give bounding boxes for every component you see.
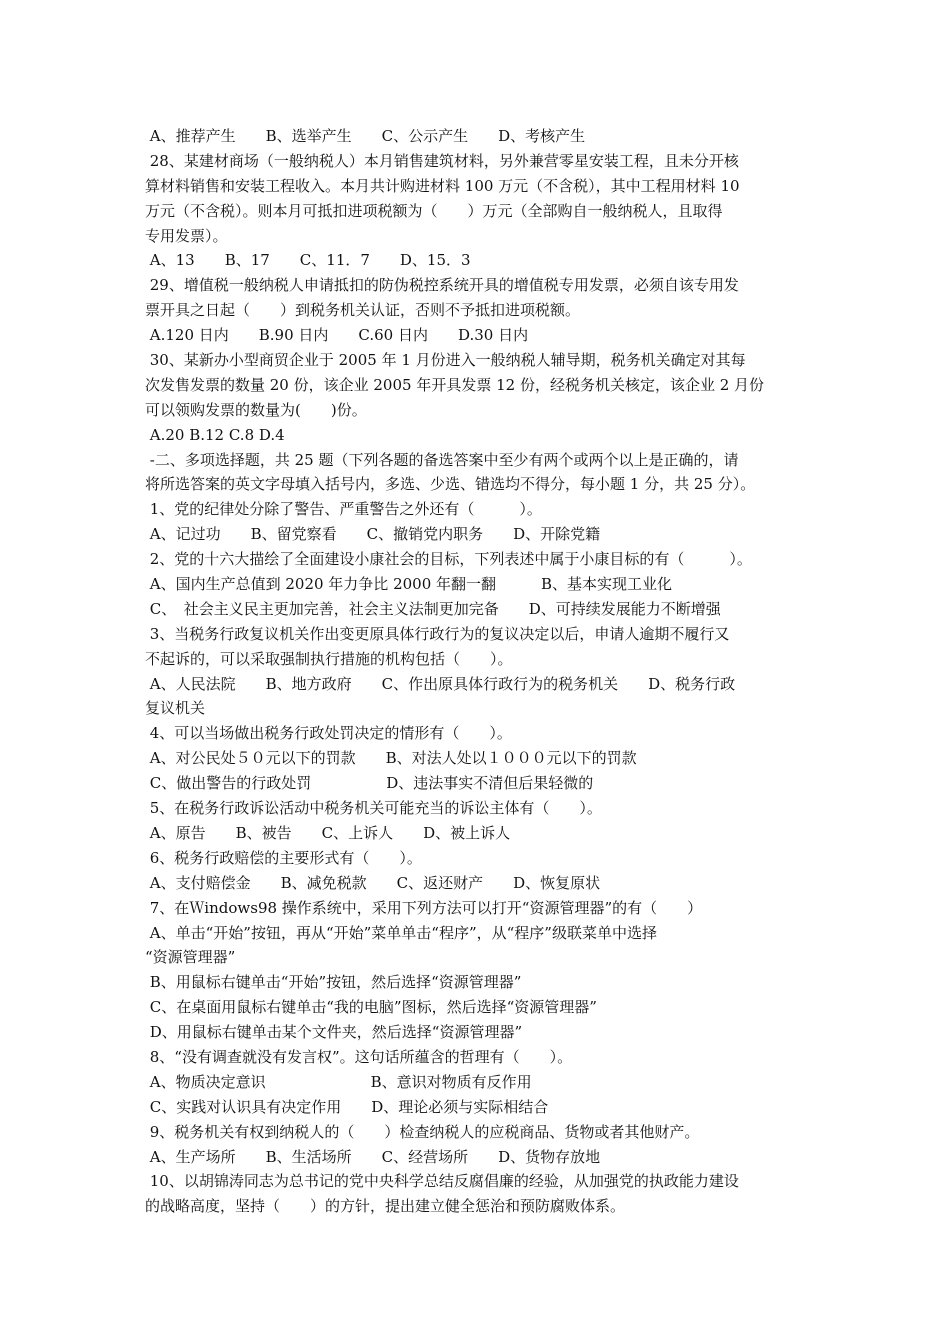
text-line: A、物质决定意识 B、意识对物质有反作用 xyxy=(145,1072,532,1091)
text-line: C、在桌面用鼠标右键单击“我的电脑”图标，然后选择“资源管理器” xyxy=(145,998,597,1017)
text-line: 可以领购发票的数量为( )份。 xyxy=(145,400,367,419)
text-line: A、推荐产生 B、选举产生 C、公示产生 D、考核产生 xyxy=(145,127,586,145)
text-line: A、人民法院 B、地方政府 C、作出原具体行政行为的税务机关 D、税务行政 xyxy=(145,674,736,693)
text-line: 万元（不含税）。则本月可抵扣进项税额为（ ）万元（全部购自一般纳税人，且取得 xyxy=(145,201,723,220)
text-line: 算材料销售和安装工程收入。本月共计购进材料 100 万元（不含税），其中工程用材料 10 xyxy=(145,176,740,195)
text-line: 30、某新办小型商贸企业于 2005 年 1 月份进入一般纳税人辅导期，税务机关确定对其每 xyxy=(145,351,746,370)
text-line: A.120 日内 B.90 日内 C.60 日内 D.30 日内 xyxy=(145,326,529,345)
text-line: 10、以胡锦涛同志为总书记的党中央科学总结反腐倡廉的经验，从加强党的执政能力建设 xyxy=(145,1172,739,1191)
text-line: B、用鼠标右键单击“开始”按钮，然后选择“资源管理器” xyxy=(145,973,522,992)
text-line: A、生产场所 B、生活场所 C、经营场所 D、货物存放地 xyxy=(145,1147,601,1166)
text-line: A、记过功 B、留党察看 C、撤销党内职务 D、开除党籍 xyxy=(145,525,601,544)
document-page xyxy=(145,124,825,1219)
text-line: 的战略高度，坚持（ ）的方针，提出建立健全惩治和预防腐败体系。 xyxy=(145,1197,626,1216)
text-line: 5、在税务行政诉讼活动中税务机关可能充当的诉讼主体有（ ）。 xyxy=(145,799,602,818)
text-line: 4、可以当场做出税务行政处罚决定的情形有（ ）。 xyxy=(145,724,512,743)
text-line: 8、“没有调查就没有发言权”。这句话所蕴含的哲理有（ ）。 xyxy=(145,1047,573,1066)
text-line: 票开具之日起（ ）到税务机关认证，否则不予抵扣进项税额。 xyxy=(145,301,581,320)
text-line: 3、当税务行政复议机关作出变更原具体行政行为的复议决定以后，申请人逾期不履行又 xyxy=(145,624,730,643)
text-line: C、 社会主义民主更加完善，社会主义法制更加完备 D、可持续发展能力不断增强 xyxy=(145,599,721,618)
text-line: 6、税务行政赔偿的主要形式有（ ）。 xyxy=(145,848,422,867)
text-line: A、对公民处５０元以下的罚款 B、对法人处以１０００元以下的罚款 xyxy=(145,749,637,768)
text-line: 28、某建材商场（一般纳税人）本月销售建筑材料，另外兼营零星安装工程，且未分开核 xyxy=(145,151,739,170)
text-line: A、支付赔偿金 B、减免税款 C、返还财产 D、恢复原状 xyxy=(145,873,601,892)
text-line: 复议机关 xyxy=(145,699,206,718)
text-line: C、实践对认识具有决定作用 D、理论必须与实际相结合 xyxy=(145,1097,549,1116)
text-line: 29、增值税一般纳税人申请抵扣的防伪税控系统开具的增值税专用发票，必须自该专用发 xyxy=(145,276,739,295)
text-line: A、13 B、17 C、11．7 D、15．3 xyxy=(145,251,471,270)
text-line: A、国内生产总值到 2020 年力争比 2000 年翻一翻 B、基本实现工业化 xyxy=(145,575,673,594)
text-line: -二、多项选择题，共 25 题（下列各题的备选答案中至少有两个或两个以上是正确的，请 xyxy=(145,450,739,469)
text-line: “资源管理器” xyxy=(145,948,236,967)
text-line: 1、党的纪律处分除了警告、严重警告之外还有（ ）。 xyxy=(145,500,542,519)
text-line: 不起诉的，可以采取强制执行措施的机构包括（ ）。 xyxy=(145,649,513,668)
text-line: 专用发票）。 xyxy=(145,226,228,245)
text-line: 次发售发票的数量 20 份，该企业 2005 年开具发票 12 份，经税务机关核定，该企业 2 月份 xyxy=(145,375,765,394)
text-line: C、做出警告的行政处罚 D、违法事实不清但后果轻微的 xyxy=(145,774,594,793)
text-line: A、单击“开始”按钮，再从“开始”菜单单击“程序”，从“程序”级联菜单中选择 xyxy=(145,923,657,942)
text-line: 9、税务机关有权到纳税人的（ ）检查纳税人的应税商品、货物或者其他财产。 xyxy=(145,1122,700,1141)
text-line: A.20 B.12 C.8 D.4 xyxy=(145,425,285,444)
text-line: 2、党的十六大描绘了全面建设小康社会的目标，下列表述中属于小康目标的有（ ）。 xyxy=(145,550,752,569)
text-line: D、用鼠标右键单击某个文件夹，然后选择“资源管理器” xyxy=(145,1023,523,1042)
text-line: 7、在Ｗindows98 操作系统中，采用下列方法可以打开“资源管理器”的有（ ） xyxy=(145,898,703,917)
text-line: A、原告 B、被告 C、上诉人 D、被上诉人 xyxy=(145,823,511,842)
text-line: 将所选答案的英文字母填入括号内，多选、少选、错选均不得分，每小题 1 分，共 25 分）。 xyxy=(145,475,756,494)
